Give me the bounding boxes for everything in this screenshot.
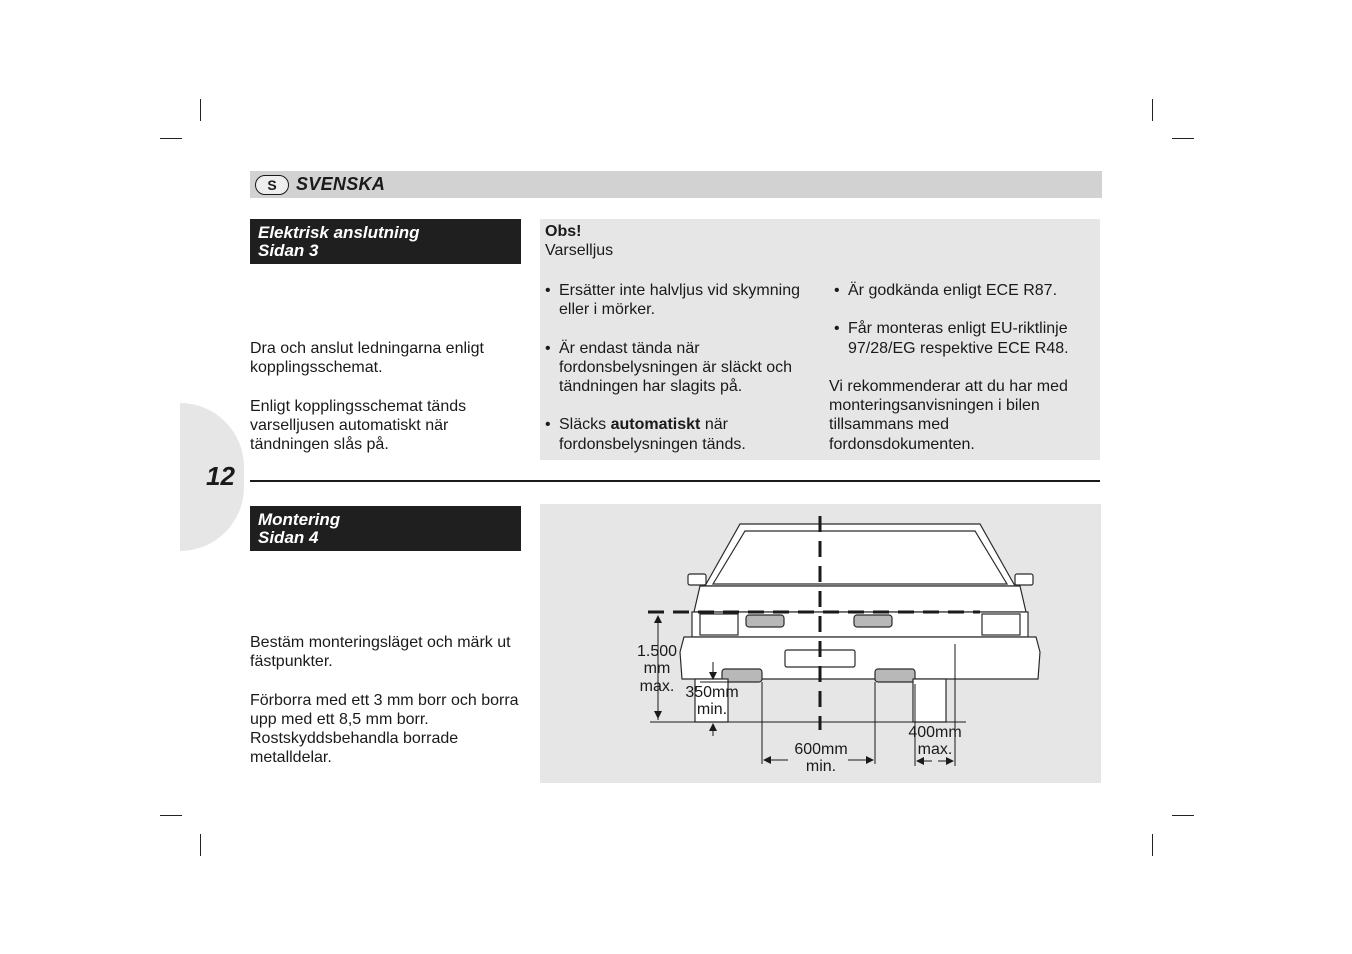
- section-title-line: Sidan 4: [258, 528, 319, 547]
- paragraph: Förborra med ett 3 mm borr och borra upp med ett 8,5 mm borr. Rostskyddsbehandla borrade metalldelar.: [250, 691, 519, 767]
- list-item: [829, 319, 1095, 358]
- bullet-icon: •: [545, 282, 551, 299]
- list-item-text: Är endast tända när fordonsbelysningen är släckt och tändningen har slagits på.: [559, 339, 793, 396]
- label-spacing-min: 600mm: [794, 741, 848, 758]
- bullet-icon: •: [834, 320, 840, 338]
- car-front-illustration: [540, 504, 1101, 783]
- list-item: [829, 281, 1095, 300]
- bullet-icon: •: [545, 416, 551, 434]
- list-item-text: när fordonsbelysningen tänds.: [559, 416, 746, 453]
- list-item-text: Får monteras enligt EU-riktlinje 97/28/EG respektive ECE R48.: [848, 320, 1069, 357]
- list-item-text: Är godkända enligt ECE R87.: [848, 282, 1058, 299]
- label-height-min: min.: [696, 701, 728, 718]
- crop-mark: [200, 99, 201, 121]
- notice-box: [540, 219, 1100, 460]
- crop-mark: [1152, 99, 1153, 121]
- section-title-mounting: [250, 506, 521, 551]
- bullet-icon: •: [834, 282, 840, 299]
- notice-title: Obs!: [545, 223, 582, 240]
- electrical-instructions: [250, 339, 530, 473]
- notice-subtitle: Varselljus: [545, 242, 614, 259]
- crop-mark: [200, 834, 201, 856]
- language-header: [250, 171, 1102, 198]
- label-height-min: 350mm: [685, 684, 739, 701]
- crop-mark: [1172, 138, 1194, 139]
- list-item-text: Släcks: [559, 416, 611, 434]
- crop-mark: [1152, 834, 1153, 856]
- paragraph: Dra och anslut ledningarna enligt kopplingsschemat.: [250, 340, 484, 377]
- section-divider: [250, 480, 1100, 482]
- paragraph: Bestäm monteringsläget och märk ut fästpunkter.: [250, 634, 511, 671]
- section-title-line: Montering: [258, 510, 341, 529]
- notice-left-column: [545, 281, 825, 473]
- list-item: [545, 281, 825, 320]
- section-title-electrical: [250, 219, 521, 264]
- mounting-diagram: [540, 504, 1101, 783]
- list-item: [545, 339, 825, 397]
- bullet-icon: •: [545, 339, 551, 357]
- label-height-max: max.: [639, 678, 675, 695]
- label-edge-max: max.: [917, 741, 953, 758]
- page-number: 12: [206, 461, 235, 491]
- language-name: SVENSKA: [296, 174, 386, 194]
- list-item: [545, 415, 825, 454]
- emphasis-text: automatiskt: [610, 416, 701, 434]
- label-edge-max: 400mm: [908, 724, 962, 741]
- section-title-line: Sidan 3: [258, 241, 319, 260]
- recommendation-text: Vi rekommenderar att du har med monteringsanvisningen i bilen tillsammans med fordonsdokumenten.: [829, 377, 1068, 453]
- paragraph: Enligt kopplingsschemat tänds varselljusen automatiskt när tändningen slås på.: [250, 397, 467, 454]
- label-spacing-min: min.: [805, 758, 837, 775]
- notice-right-column: [829, 281, 1095, 454]
- mounting-instructions: [250, 633, 530, 787]
- language-badge: S: [255, 175, 289, 195]
- crop-mark: [160, 138, 182, 139]
- label-height-max: 1.500: [636, 643, 678, 660]
- section-title-line: Elektrisk anslutning: [258, 223, 420, 242]
- list-item-text: Ersätter inte halvljus vid skymning eller i mörker.: [559, 282, 800, 319]
- label-height-max: mm: [643, 660, 671, 677]
- crop-mark: [1172, 815, 1194, 816]
- crop-mark: [160, 815, 182, 816]
